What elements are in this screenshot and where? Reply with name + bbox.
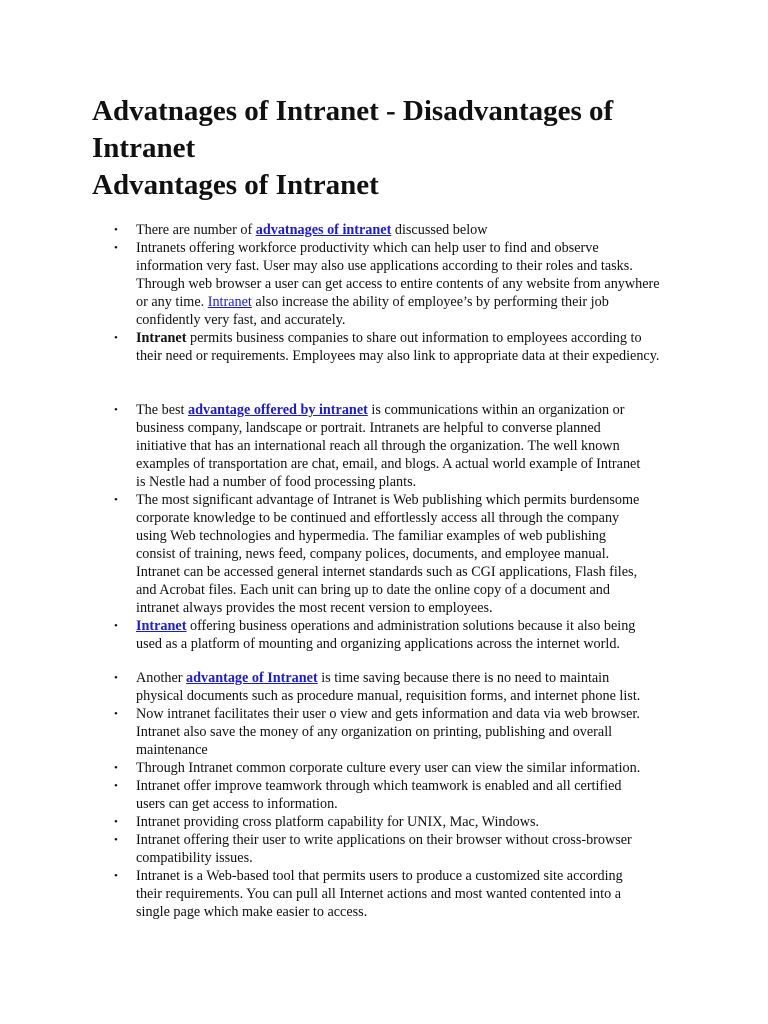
page-title bbox=[92, 93, 692, 204]
item-text: is Nestle had a number of food processing plants. bbox=[136, 474, 417, 490]
list-item bbox=[92, 221, 702, 239]
bullet-icon: • bbox=[114, 780, 118, 792]
item-text: There are number of bbox=[136, 222, 256, 238]
advantage-offered-link[interactable]: advantage offered by intranet bbox=[188, 402, 368, 418]
list-item bbox=[92, 813, 702, 831]
list-item bbox=[92, 491, 702, 617]
item-text: used as a platform of mounting and organizing applications across the internet world. bbox=[136, 636, 620, 652]
list-item bbox=[92, 705, 702, 759]
bullet-icon: • bbox=[114, 494, 118, 506]
item-text: Now intranet facilitates their user o view and gets information and data via web browser. bbox=[136, 706, 640, 722]
item-text: The best bbox=[136, 402, 189, 418]
item-text: examples of transportation are chat, email, and blogs. A actual world example of Intranet bbox=[136, 456, 641, 472]
list-item bbox=[92, 329, 702, 365]
item-text: their requirements. You can pull all Internet actions and most wanted contented into a bbox=[136, 886, 622, 902]
bullet-icon: • bbox=[114, 672, 118, 684]
item-text: Through Intranet common corporate culture every user can view the similar information. bbox=[136, 760, 641, 776]
list-item bbox=[92, 831, 702, 867]
advantages-list-3 bbox=[92, 669, 702, 921]
item-text: The most significant advantage of Intranet is Web publishing which permits burdensome bbox=[136, 492, 640, 508]
item-text: offering business operations and administration solutions because it also being bbox=[186, 618, 636, 634]
item-text: Intranet providing cross platform capability for UNIX, Mac, Windows. bbox=[136, 814, 540, 830]
item-text: Intranet is a Web-based tool that permits users to produce a customized site according bbox=[136, 868, 623, 884]
item-text: discussed below bbox=[391, 222, 488, 238]
list-item bbox=[92, 867, 702, 921]
item-text: Intranet offer improve teamwork through which teamwork is enabled and all certified bbox=[136, 778, 622, 794]
item-text: is time saving because there is no need to maintain bbox=[317, 670, 610, 686]
item-text: maintenance bbox=[136, 742, 208, 758]
intranet-link[interactable]: Intranet bbox=[207, 294, 252, 310]
intranet-link[interactable]: Intranet bbox=[136, 618, 187, 634]
bold-term: Intranet bbox=[136, 330, 187, 346]
list-item bbox=[92, 401, 702, 491]
item-text: corporate knowledge to be continued and effortlessly access all through the company bbox=[136, 510, 620, 526]
item-text: also increase the ability of employee’s by performing their job bbox=[251, 294, 609, 310]
item-text: information very fast. User may also use applications according to their roles and tasks. bbox=[136, 258, 633, 274]
item-text: single page which make easier to access. bbox=[136, 904, 368, 920]
bullet-icon: • bbox=[114, 404, 118, 416]
item-text: compatibility issues. bbox=[136, 850, 253, 866]
item-text: Intranet offering their user to write applications on their browser without cross-browser bbox=[136, 832, 632, 848]
item-text: permits business companies to share out information to employees according to bbox=[186, 330, 642, 346]
bullet-icon: • bbox=[114, 708, 118, 720]
section-heading: Advantages of Intranet bbox=[92, 169, 379, 201]
bullet-icon: • bbox=[114, 332, 118, 344]
list-item bbox=[92, 669, 702, 705]
advantages-link[interactable]: advatnages of intranet bbox=[255, 222, 392, 238]
item-text: Another bbox=[136, 670, 187, 686]
list-item bbox=[92, 617, 702, 653]
item-text: confidently very fast, and accurately. bbox=[136, 312, 346, 328]
advantages-list-1 bbox=[92, 221, 702, 365]
item-text: intranet always provides the most recent version to employees. bbox=[136, 600, 493, 616]
item-text: their need or requirements. Employees may also link to appropriate data at their expediency. bbox=[136, 348, 660, 364]
item-text: business company, landscape or portrait. Intranets are helpful to converse planned bbox=[136, 420, 601, 436]
item-text: or any time. bbox=[136, 294, 208, 310]
item-text: physical documents such as procedure manual, requisition forms, and internet phone list. bbox=[136, 688, 641, 704]
item-text: Intranet can be accessed general internet standards such as CGI applications, Flash files, bbox=[136, 564, 638, 580]
bullet-icon: • bbox=[114, 816, 118, 828]
item-text: and Acrobat files. Each unit can bring up to date the online copy of a document and bbox=[136, 582, 610, 598]
item-text: Through web browser a user can get access to entire contents of any website from anywhere bbox=[136, 276, 660, 292]
advantage-of-intranet-link[interactable]: advantage of Intranet bbox=[186, 670, 318, 686]
bullet-icon: • bbox=[114, 242, 118, 254]
list-item bbox=[92, 777, 702, 813]
bullet-icon: • bbox=[114, 620, 118, 632]
item-text: initiative that has an international reach all through the organization. The well known bbox=[136, 438, 620, 454]
list-item bbox=[92, 239, 702, 329]
bullet-icon: • bbox=[114, 224, 118, 236]
item-text: users can get access to information. bbox=[136, 796, 338, 812]
title-line-1: Advatnages of Intranet - Disadvantages of bbox=[92, 95, 614, 127]
item-text: Intranet also save the money of any organization on printing, publishing and overall bbox=[136, 724, 613, 740]
bullet-icon: • bbox=[114, 870, 118, 882]
title-line-2: Intranet bbox=[92, 132, 196, 164]
list-item bbox=[92, 759, 702, 777]
advantages-list-2 bbox=[92, 401, 702, 653]
item-text: Intranets offering workforce productivity which can help user to find and observe bbox=[136, 240, 599, 256]
item-text: is communications within an organization or bbox=[367, 402, 625, 418]
item-text: consist of training, news feed, company polices, documents, and employee manual. bbox=[136, 546, 610, 562]
bullet-icon: • bbox=[114, 834, 118, 846]
bullet-icon: • bbox=[114, 762, 118, 774]
item-text: using Web technologies and hypermedia. The familiar examples of web publishing bbox=[136, 528, 606, 544]
